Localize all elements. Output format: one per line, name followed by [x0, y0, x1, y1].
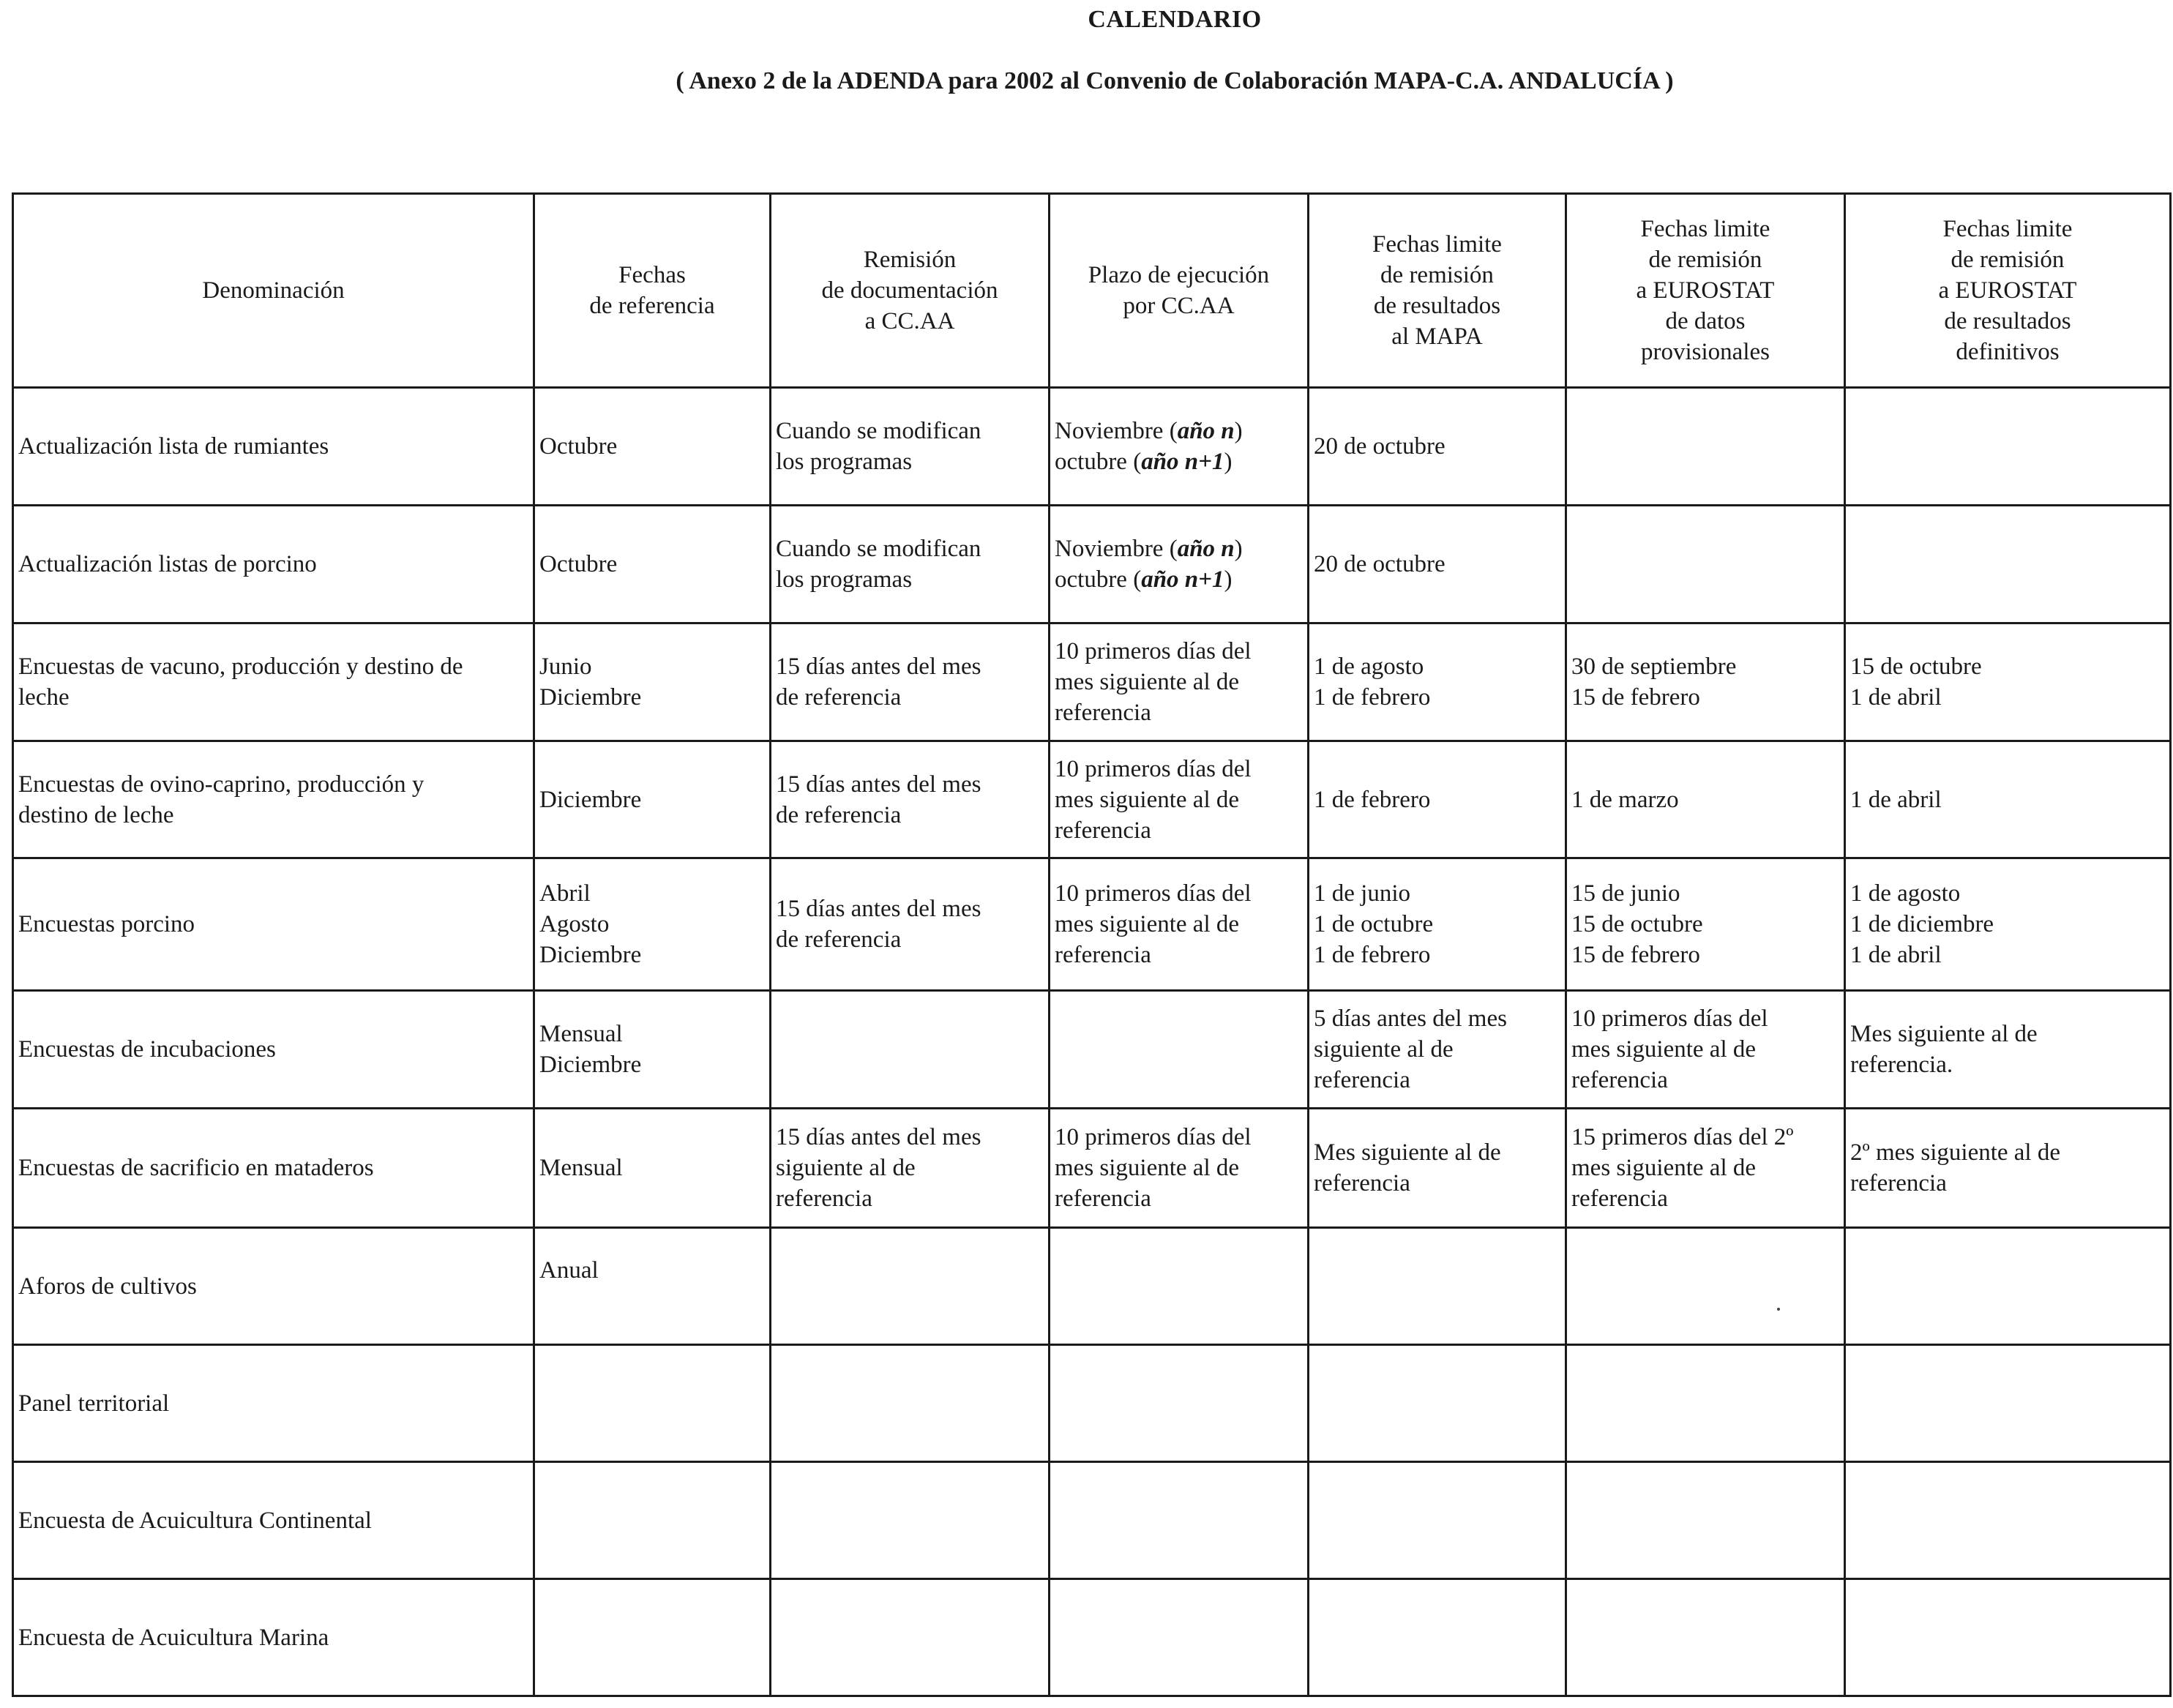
table-row	[13, 506, 2171, 623]
cell-eurostat-provisionales	[1566, 1462, 1845, 1579]
cell-eurostat-definitivos	[1845, 388, 2171, 506]
cell-denominacion: Panel territorial	[13, 1345, 534, 1462]
cell-eurostat-provisionales	[1566, 1579, 1845, 1696]
header-plazo-ejecucion: Plazo de ejecución por CC.AA	[1050, 194, 1309, 388]
cell-denominacion: Actualización lista de rumiantes	[13, 388, 534, 506]
table-header-row	[13, 194, 2171, 388]
table-row	[13, 858, 2171, 991]
cell-eurostat-provisionales: 15 de junio 15 de octubre 15 de febrero	[1566, 858, 1845, 991]
cell-remision-documentacion	[771, 1228, 1050, 1345]
cell-eurostat-provisionales: 10 primeros días del mes siguiente al de referencia	[1566, 991, 1845, 1109]
cell-denominacion: Encuesta de Acuicultura Continental	[13, 1462, 534, 1579]
cell-fechas-referencia: Octubre	[534, 388, 771, 506]
cell-eurostat-definitivos	[1845, 1462, 2171, 1579]
table-row	[13, 1345, 2171, 1462]
cell-limite-mapa: 20 de octubre	[1309, 388, 1566, 506]
document-title: CALENDARIO	[1088, 6, 1262, 33]
cell-plazo-ejecucion: 10 primeros días del mes siguiente al de referencia	[1050, 1109, 1309, 1228]
cell-denominacion: Actualización listas de porcino	[13, 506, 534, 623]
cell-limite-mapa	[1309, 1462, 1566, 1579]
cell-remision-documentacion: 15 días antes del mes de referencia	[771, 858, 1050, 991]
cell-eurostat-definitivos	[1845, 506, 2171, 623]
cell-eurostat-definitivos: 15 de octubre 1 de abril	[1845, 623, 2171, 741]
cell-limite-mapa: 1 de junio 1 de octubre 1 de febrero	[1309, 858, 1566, 991]
scan-speck	[1777, 1308, 1780, 1311]
cell-limite-mapa: 5 días antes del mes siguiente al de referencia	[1309, 991, 1566, 1109]
cell-plazo-ejecucion: Noviembre (año n) octubre (año n+1)	[1050, 388, 1309, 506]
cell-plazo-ejecucion: 10 primeros días del mes siguiente al de referencia	[1050, 858, 1309, 991]
cell-plazo-ejecucion	[1050, 1228, 1309, 1345]
cell-fechas-referencia	[534, 1579, 771, 1696]
table-row	[13, 1228, 2171, 1345]
header-eurostat-definitivos: Fechas limite de remisión a EUROSTAT de resultados definitivos	[1845, 194, 2171, 388]
document-subtitle: ( Anexo 2 de la ADENDA para 2002 al Convenio de Colaboración MAPA-C.A. ANDALUCÍA )	[676, 67, 1674, 94]
cell-remision-documentacion	[771, 1579, 1050, 1696]
table-row	[13, 1109, 2171, 1228]
cell-plazo-ejecucion: 10 primeros días del mes siguiente al de referencia	[1050, 741, 1309, 858]
cell-eurostat-definitivos	[1845, 1579, 2171, 1696]
cell-eurostat-provisionales	[1566, 1345, 1845, 1462]
cell-limite-mapa: 1 de agosto 1 de febrero	[1309, 623, 1566, 741]
cell-fechas-referencia: Mensual	[534, 1109, 771, 1228]
cell-eurostat-provisionales: 15 primeros días del 2º mes siguiente al de referencia	[1566, 1109, 1845, 1228]
cell-denominacion: Encuestas de vacuno, producción y destino de leche	[13, 623, 534, 741]
table-row	[13, 388, 2171, 506]
cell-denominacion: Encuestas de sacrificio en mataderos	[13, 1109, 534, 1228]
cell-fechas-referencia	[534, 1345, 771, 1462]
table-row	[13, 623, 2171, 741]
cell-eurostat-definitivos	[1845, 1345, 2171, 1462]
table-row	[13, 991, 2171, 1109]
cell-eurostat-provisionales	[1566, 1228, 1845, 1345]
table-row	[13, 741, 2171, 858]
cell-fechas-referencia: Anual	[534, 1228, 771, 1345]
header-remision-documentacion: Remisión de documentación a CC.AA	[771, 194, 1050, 388]
cell-eurostat-definitivos	[1845, 1228, 2171, 1345]
cell-limite-mapa: Mes siguiente al de referencia	[1309, 1109, 1566, 1228]
cell-eurostat-definitivos: Mes siguiente al de referencia.	[1845, 991, 2171, 1109]
cell-limite-mapa	[1309, 1345, 1566, 1462]
cell-fechas-referencia: Octubre	[534, 506, 771, 623]
cell-denominacion: Encuestas de incubaciones	[13, 991, 534, 1109]
cell-remision-documentacion: Cuando se modifican los programas	[771, 506, 1050, 623]
cell-limite-mapa: 1 de febrero	[1309, 741, 1566, 858]
cell-eurostat-provisionales: 30 de septiembre 15 de febrero	[1566, 623, 1845, 741]
cell-limite-mapa: 20 de octubre	[1309, 506, 1566, 623]
cell-fechas-referencia: Junio Diciembre	[534, 623, 771, 741]
cell-remision-documentacion	[771, 1462, 1050, 1579]
header-limite-mapa: Fechas limite de remisión de resultados al MAPA	[1309, 194, 1566, 388]
cell-remision-documentacion: Cuando se modifican los programas	[771, 388, 1050, 506]
cell-fechas-referencia: Mensual Diciembre	[534, 991, 771, 1109]
cell-eurostat-provisionales	[1566, 388, 1845, 506]
cell-remision-documentacion: 15 días antes del mes siguiente al de referencia	[771, 1109, 1050, 1228]
cell-plazo-ejecucion: Noviembre (año n) octubre (año n+1)	[1050, 506, 1309, 623]
cell-plazo-ejecucion: 10 primeros días del mes siguiente al de referencia	[1050, 623, 1309, 741]
cell-plazo-ejecucion	[1050, 991, 1309, 1109]
calendar-table	[12, 192, 2172, 1697]
cell-plazo-ejecucion	[1050, 1462, 1309, 1579]
cell-fechas-referencia: Diciembre	[534, 741, 771, 858]
cell-eurostat-provisionales	[1566, 506, 1845, 623]
cell-eurostat-definitivos: 2º mes siguiente al de referencia	[1845, 1109, 2171, 1228]
cell-denominacion: Encuestas porcino	[13, 858, 534, 991]
table-row	[13, 1462, 2171, 1579]
cell-denominacion: Aforos de cultivos	[13, 1228, 534, 1345]
cell-remision-documentacion: 15 días antes del mes de referencia	[771, 623, 1050, 741]
cell-remision-documentacion	[771, 1345, 1050, 1462]
cell-eurostat-definitivos: 1 de abril	[1845, 741, 2171, 858]
cell-fechas-referencia: Abril Agosto Diciembre	[534, 858, 771, 991]
cell-limite-mapa	[1309, 1228, 1566, 1345]
cell-eurostat-provisionales: 1 de marzo	[1566, 741, 1845, 858]
cell-denominacion: Encuesta de Acuicultura Marina	[13, 1579, 534, 1696]
header-fechas-referencia: Fechas de referencia	[534, 194, 771, 388]
cell-plazo-ejecucion	[1050, 1579, 1309, 1696]
cell-remision-documentacion	[771, 991, 1050, 1109]
cell-plazo-ejecucion	[1050, 1345, 1309, 1462]
table-row	[13, 1579, 2171, 1696]
cell-eurostat-definitivos: 1 de agosto 1 de diciembre 1 de abril	[1845, 858, 2171, 991]
cell-denominacion: Encuestas de ovino-caprino, producción y destino de leche	[13, 741, 534, 858]
header-eurostat-provisionales: Fechas limite de remisión a EUROSTAT de datos provisionales	[1566, 194, 1845, 388]
cell-limite-mapa	[1309, 1579, 1566, 1696]
cell-fechas-referencia	[534, 1462, 771, 1579]
header-denominacion: Denominación	[13, 194, 534, 388]
cell-remision-documentacion: 15 días antes del mes de referencia	[771, 741, 1050, 858]
